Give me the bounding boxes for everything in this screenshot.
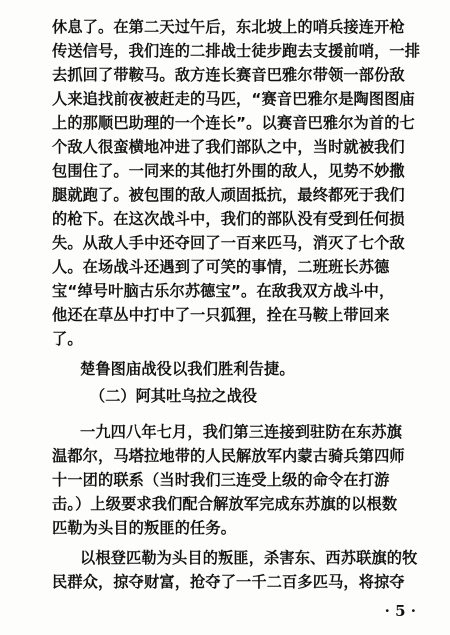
paragraph-line: 人。在场战斗还遇到了可笑的事情，二班班长苏德 xyxy=(52,258,390,276)
paragraph-line: 了。 xyxy=(52,330,83,348)
paragraph-line: 休息了。在第二天过午后，东北坡上的哨兵接连开枪 xyxy=(52,18,405,36)
page-number: · 5 · xyxy=(384,602,416,620)
paragraph-line: 失。从敌人手中还夺回了一百来匹马，消灭了七个敌 xyxy=(52,234,405,252)
result-line: 楚鲁图庙战役以我们胜利告捷。 xyxy=(80,360,295,378)
paragraph-line: 温都尔，马塔拉地带的人民解放军内蒙古骑兵第四师 xyxy=(52,447,405,465)
paragraph-line: 人来追找前夜被赶走的马匹，“赛音巴雅尔是陶图图庙 xyxy=(52,90,415,108)
paragraph-line: 腿就跑了。被包围的敌人顽固抵抗，最终都死于我们 xyxy=(52,186,405,204)
paragraph-line: 以根登匹勒为头目的叛匪，杀害东、西苏联旗的牧 xyxy=(80,549,418,567)
paragraph-line: 个敌人很蛮横地冲进了我们部队之中，当时就被我们 xyxy=(52,138,405,156)
section-heading: （二）阿其吐乌拉之战役 xyxy=(90,387,258,405)
paragraph-line: 十一团的联系（当时我们三连受上级的命令在打游 xyxy=(52,471,390,489)
paragraph-line: 上的那顺巴助理的一个连长”。以赛音巴雅尔为首的七 xyxy=(52,114,415,132)
paragraph-line: 包围住了。一同来的其他打外围的敌人，见势不妙撒 xyxy=(52,162,405,180)
paragraph-line: 传送信号，我们连的二排战士徒步跑去支援前哨，一排 xyxy=(52,42,421,60)
paragraph-line: 击。）上级要求我们配合解放军完成东苏旗的以根数 xyxy=(52,495,398,513)
paragraph-line: 匹勒为头目的叛匪的任务。 xyxy=(52,519,237,537)
paragraph-line: 一九四八年七月，我们第三连接到驻防在东苏旗 xyxy=(80,423,403,441)
paragraph-line: 的枪下。在这次战斗中，我们的部队没有受到任何损 xyxy=(52,210,405,228)
paragraph-line: 宝“绰号叶脑古乐尔苏德宝”。在敌我双方战斗中， xyxy=(52,282,395,300)
paragraph-line: 民群众，掠夺财富，抢夺了一千二百多匹马，将掠夺 xyxy=(52,573,405,591)
paragraph-line: 去抓回了带鞍马。敌方连长赛音巴雅尔带领一部份敌 xyxy=(52,66,405,84)
paragraph-line: 他还在草丛中打中了一只狐狸，拴在马鞍上带回来 xyxy=(52,306,390,324)
